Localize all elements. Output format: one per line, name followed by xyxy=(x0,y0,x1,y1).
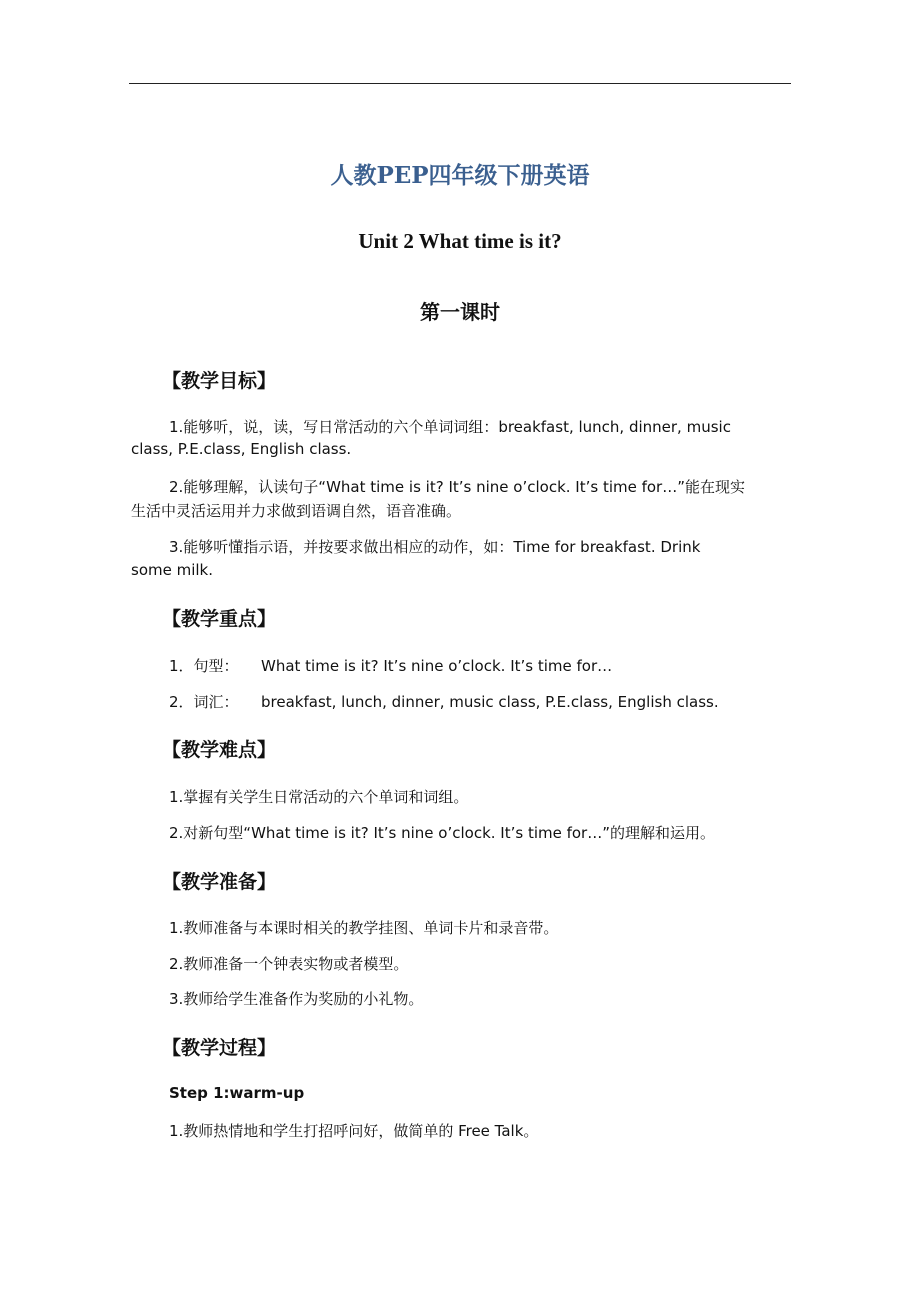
step-1-item-1: 1.教师热情地和学生打招呼问好，做简单的 Free Talk。 xyxy=(169,1122,539,1140)
process-heading: 【教学过程】 xyxy=(162,1037,277,1059)
key-point-2-text: breakfast, lunch, dinner, music class, P.E.class, English class. xyxy=(261,693,719,711)
difficulty-2: 2.对新句型“What time is it? It’s nine o’clock. It’s time for…”的理解和运用。 xyxy=(169,824,715,842)
objective-3-line-2: some milk. xyxy=(131,561,214,579)
objective-2-line-1: 2.能够理解，认读句子“What time is it? It’s nine o’clock. It’s time for…”能在现实 xyxy=(169,478,745,496)
preparation-1: 1.教师准备与本课时相关的教学挂图、单词卡片和录音带。 xyxy=(169,919,559,937)
difficulty-1: 1.掌握有关学生日常活动的六个单词和词组。 xyxy=(169,788,469,806)
objective-1-line-2: class, P.E.class, English class. xyxy=(131,440,352,458)
objective-3-line-1: 3.能够听懂指示语，并按要求做出相应的动作，如：Time for breakfast. Drink xyxy=(169,538,701,556)
key-point-1-text: What time is it? It’s nine o’clock. It’s time for… xyxy=(261,657,613,675)
unit-title: Unit 2 What time is it? xyxy=(358,229,562,253)
lesson-title: 第一课时 xyxy=(420,300,500,324)
key-point-1-label: 1．句型： xyxy=(169,657,239,675)
key-point-2-label: 2．词汇： xyxy=(169,693,239,711)
objective-2-line-2: 生活中灵活运用并力求做到语调自然，语音准确。 xyxy=(131,502,462,520)
key-points-heading: 【教学重点】 xyxy=(162,608,277,630)
preparation-3: 3.教师给学生准备作为奖励的小礼物。 xyxy=(169,990,424,1008)
step-1-title: Step 1:warm-up xyxy=(169,1084,305,1102)
document-title: 人教PEP四年级下册英语 xyxy=(330,162,590,189)
preparation-heading: 【教学准备】 xyxy=(162,871,277,893)
key-point-1 xyxy=(169,655,612,676)
objectives-heading: 【教学目标】 xyxy=(162,370,277,392)
header-rule xyxy=(129,83,791,84)
objective-1-line-1: 1.能够听，说，读，写日常活动的六个单词词组：breakfast, lunch, dinner, music xyxy=(169,418,731,436)
key-point-2 xyxy=(169,691,719,712)
difficulties-heading: 【教学难点】 xyxy=(162,739,277,761)
preparation-2: 2.教师准备一个钟表实物或者模型。 xyxy=(169,955,409,973)
